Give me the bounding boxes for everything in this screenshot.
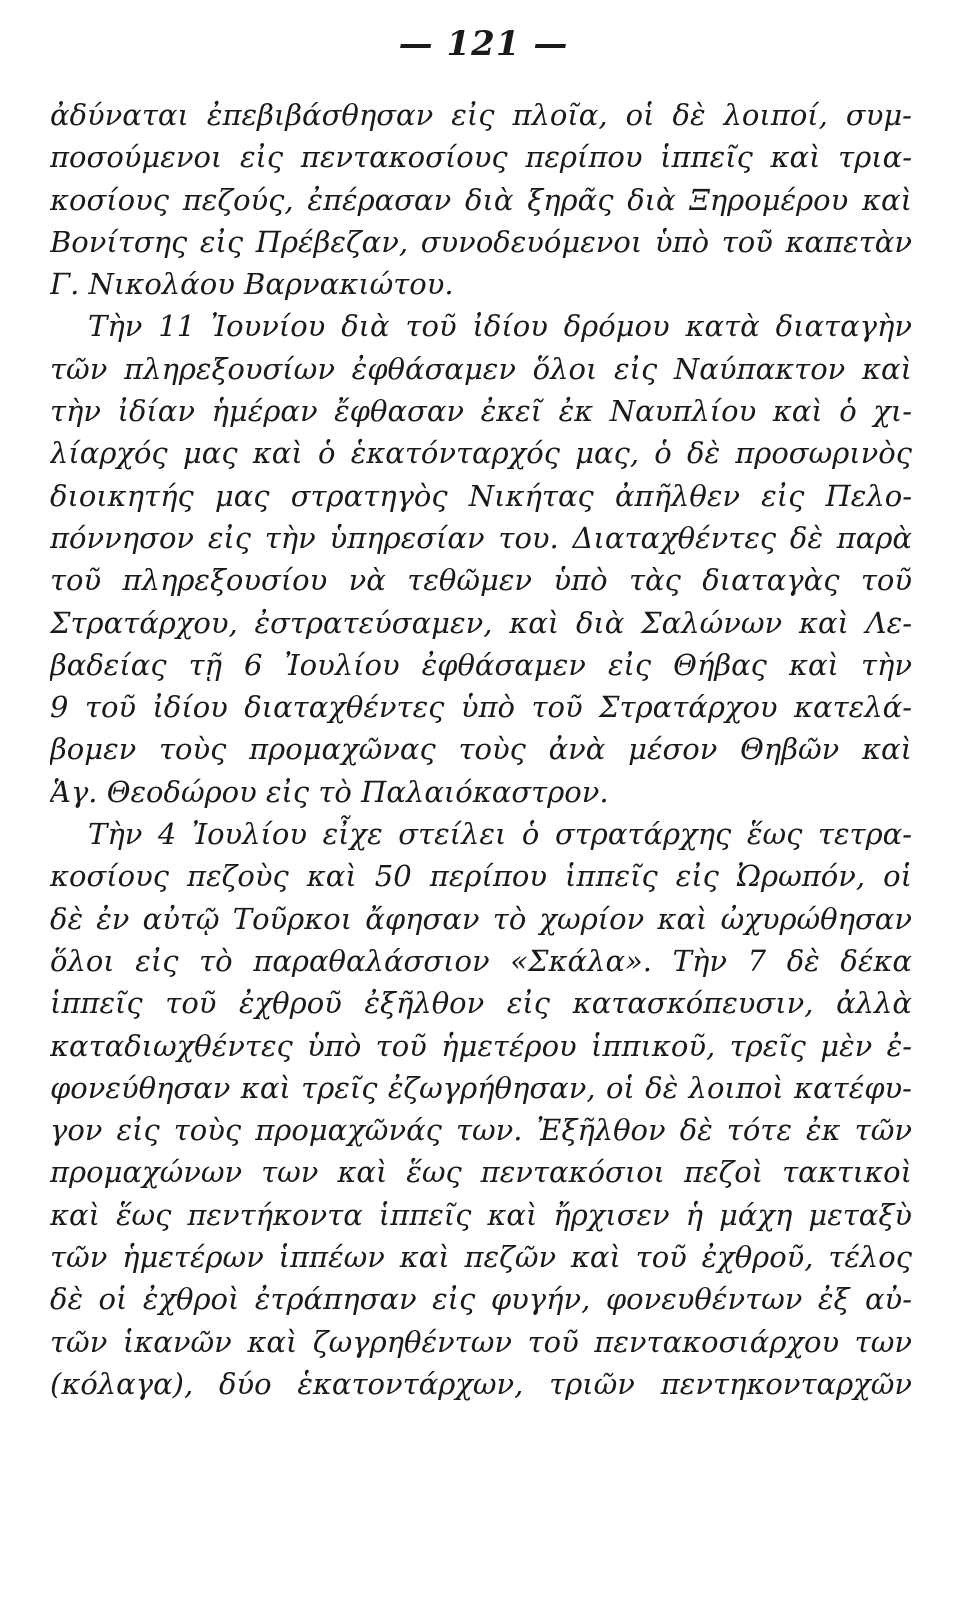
text-line: λίαρχός μας καὶ ὁ ἑκατόνταρχός μας, ὁ δὲ προσωρινὸς: [50, 436, 912, 471]
text-line: διοικητής μας στρατηγὸς Νικήτας ἀπῆλθεν εἰς Πελο-: [50, 478, 912, 513]
page-number: — 121 —: [398, 24, 569, 64]
text-line: 9 τοῦ ἰδίου διαταχθέντες ὑπὸ τοῦ Στρατάρχου κατελά-: [50, 690, 912, 725]
paragraph-2: [50, 305, 912, 813]
text-line: βομεν τοὺς προμαχῶνας τοὺς ἀνὰ μέσον Θηβῶν καὶ: [50, 732, 912, 767]
paragraph-1: [50, 94, 912, 305]
text-line: τὴν ἰδίαν ἡμέραν ἔφθασαν ἐκεῖ ἐκ Ναυπλίου καὶ ὁ χι-: [50, 394, 912, 429]
text-line: Τὴν 11 Ἰουνίου διὰ τοῦ ἰδίου δρόμου κατὰ διαταγὴν: [88, 309, 912, 344]
text-line: ἀδύναται ἐπεβιβάσθησαν εἰς πλοῖα, οἱ δὲ λοιποί, συμ-: [50, 98, 912, 132]
text-line: (κόλαγα), δύο ἑκατοντάρχων, τριῶν πεντηκονταρχῶν: [50, 1366, 912, 1401]
text-line: ποσούμενοι εἰς πεντακοσίους περίπου ἱππεῖς καὶ τρια-: [50, 140, 912, 175]
text-line: Βονίτσης εἰς Πρέβεζαν, συνοδευόμενοι ὑπὸ τοῦ καπετὰν: [50, 224, 912, 259]
text-line: καὶ ἕως πεντήκοντα ἱππεῖς καὶ ἤρχισεν ἡ μάχη μεταξὺ: [50, 1197, 912, 1232]
body-text: [50, 94, 912, 1405]
text-line: βαδείας τῇ 6 Ἰουλίου ἐφθάσαμεν εἰς Θήβας καὶ τὴν: [50, 647, 912, 682]
text-line: τοῦ πληρεξουσίου νὰ τεθῶμεν ὑπὸ τὰς διαταγὰς τοῦ: [50, 563, 912, 598]
text-line: Τὴν 4 Ἰουλίου εἶχε στείλει ὁ στρατάρχης ἕως τετρα-: [88, 817, 912, 852]
text-line: δὲ ἐν αὐτῷ Τοῦρκοι ἄφησαν τὸ χωρίον καὶ ὠχυρώθησαν: [50, 901, 912, 936]
text-line: δὲ οἱ ἐχθροὶ ἐτράπησαν εἰς φυγήν, φονευθέντων ἐξ αὐ-: [50, 1282, 912, 1317]
text-line: φονεύθησαν καὶ τρεῖς ἐζωγρήθησαν, οἱ δὲ λοιποὶ κατέφυ-: [50, 1070, 912, 1105]
text-line: κοσίους πεζούς, ἐπέρασαν διὰ ξηρᾶς διὰ Ξηρομέρου καὶ: [50, 182, 912, 217]
text-line: προμαχώνων των καὶ ἕως πεντακόσιοι πεζοὶ τακτικοὶ: [50, 1155, 912, 1190]
text-line: τῶν ἱκανῶν καὶ ζωγρηθέντων τοῦ πεντακοσιάρχου των: [50, 1324, 912, 1359]
text-line: κοσίους πεζοὺς καὶ 50 περίπου ἱππεῖς εἰς Ὠρωπόν, οἱ: [50, 859, 912, 894]
text-line: ἱππεῖς τοῦ ἐχθροῦ ἐξῆλθον εἰς κατασκόπευσιν, ἀλλὰ: [50, 986, 912, 1021]
text-line: καταδιωχθέντες ὑπὸ τοῦ ἡμετέρου ἱππικοῦ, τρεῖς μὲν ἐ-: [50, 1028, 912, 1063]
text-line: πόννησον εἰς τὴν ὑπηρεσίαν του. Διαταχθέντες δὲ παρὰ: [50, 520, 912, 555]
paragraph-3: [50, 813, 912, 1405]
text-line: Γ. Νικολάου Βαρνακιώτου.: [50, 267, 454, 302]
text-line: Στρατάρχου, ἐστρατεύσαμεν, καὶ διὰ Σαλώνων καὶ Λε-: [50, 605, 912, 640]
text-line: τῶν πληρεξουσίων ἐφθάσαμεν ὅλοι εἰς Ναύπακτον καὶ: [50, 351, 912, 386]
text-line: Ἁγ. Θεοδώρου εἰς τὸ Παλαιόκαστρον.: [50, 774, 609, 809]
text-line: γον εἰς τοὺς προμαχῶνάς των. Ἐξῆλθον δὲ τότε ἐκ τῶν: [50, 1113, 912, 1148]
text-line: ὅλοι εἰς τὸ παραθαλάσσιον «Σκάλα». Τὴν 7 δὲ δέκα: [50, 943, 912, 978]
text-line: τῶν ἡμετέρων ἱππέων καὶ πεζῶν καὶ τοῦ ἐχθροῦ, τέλος: [50, 1240, 912, 1275]
